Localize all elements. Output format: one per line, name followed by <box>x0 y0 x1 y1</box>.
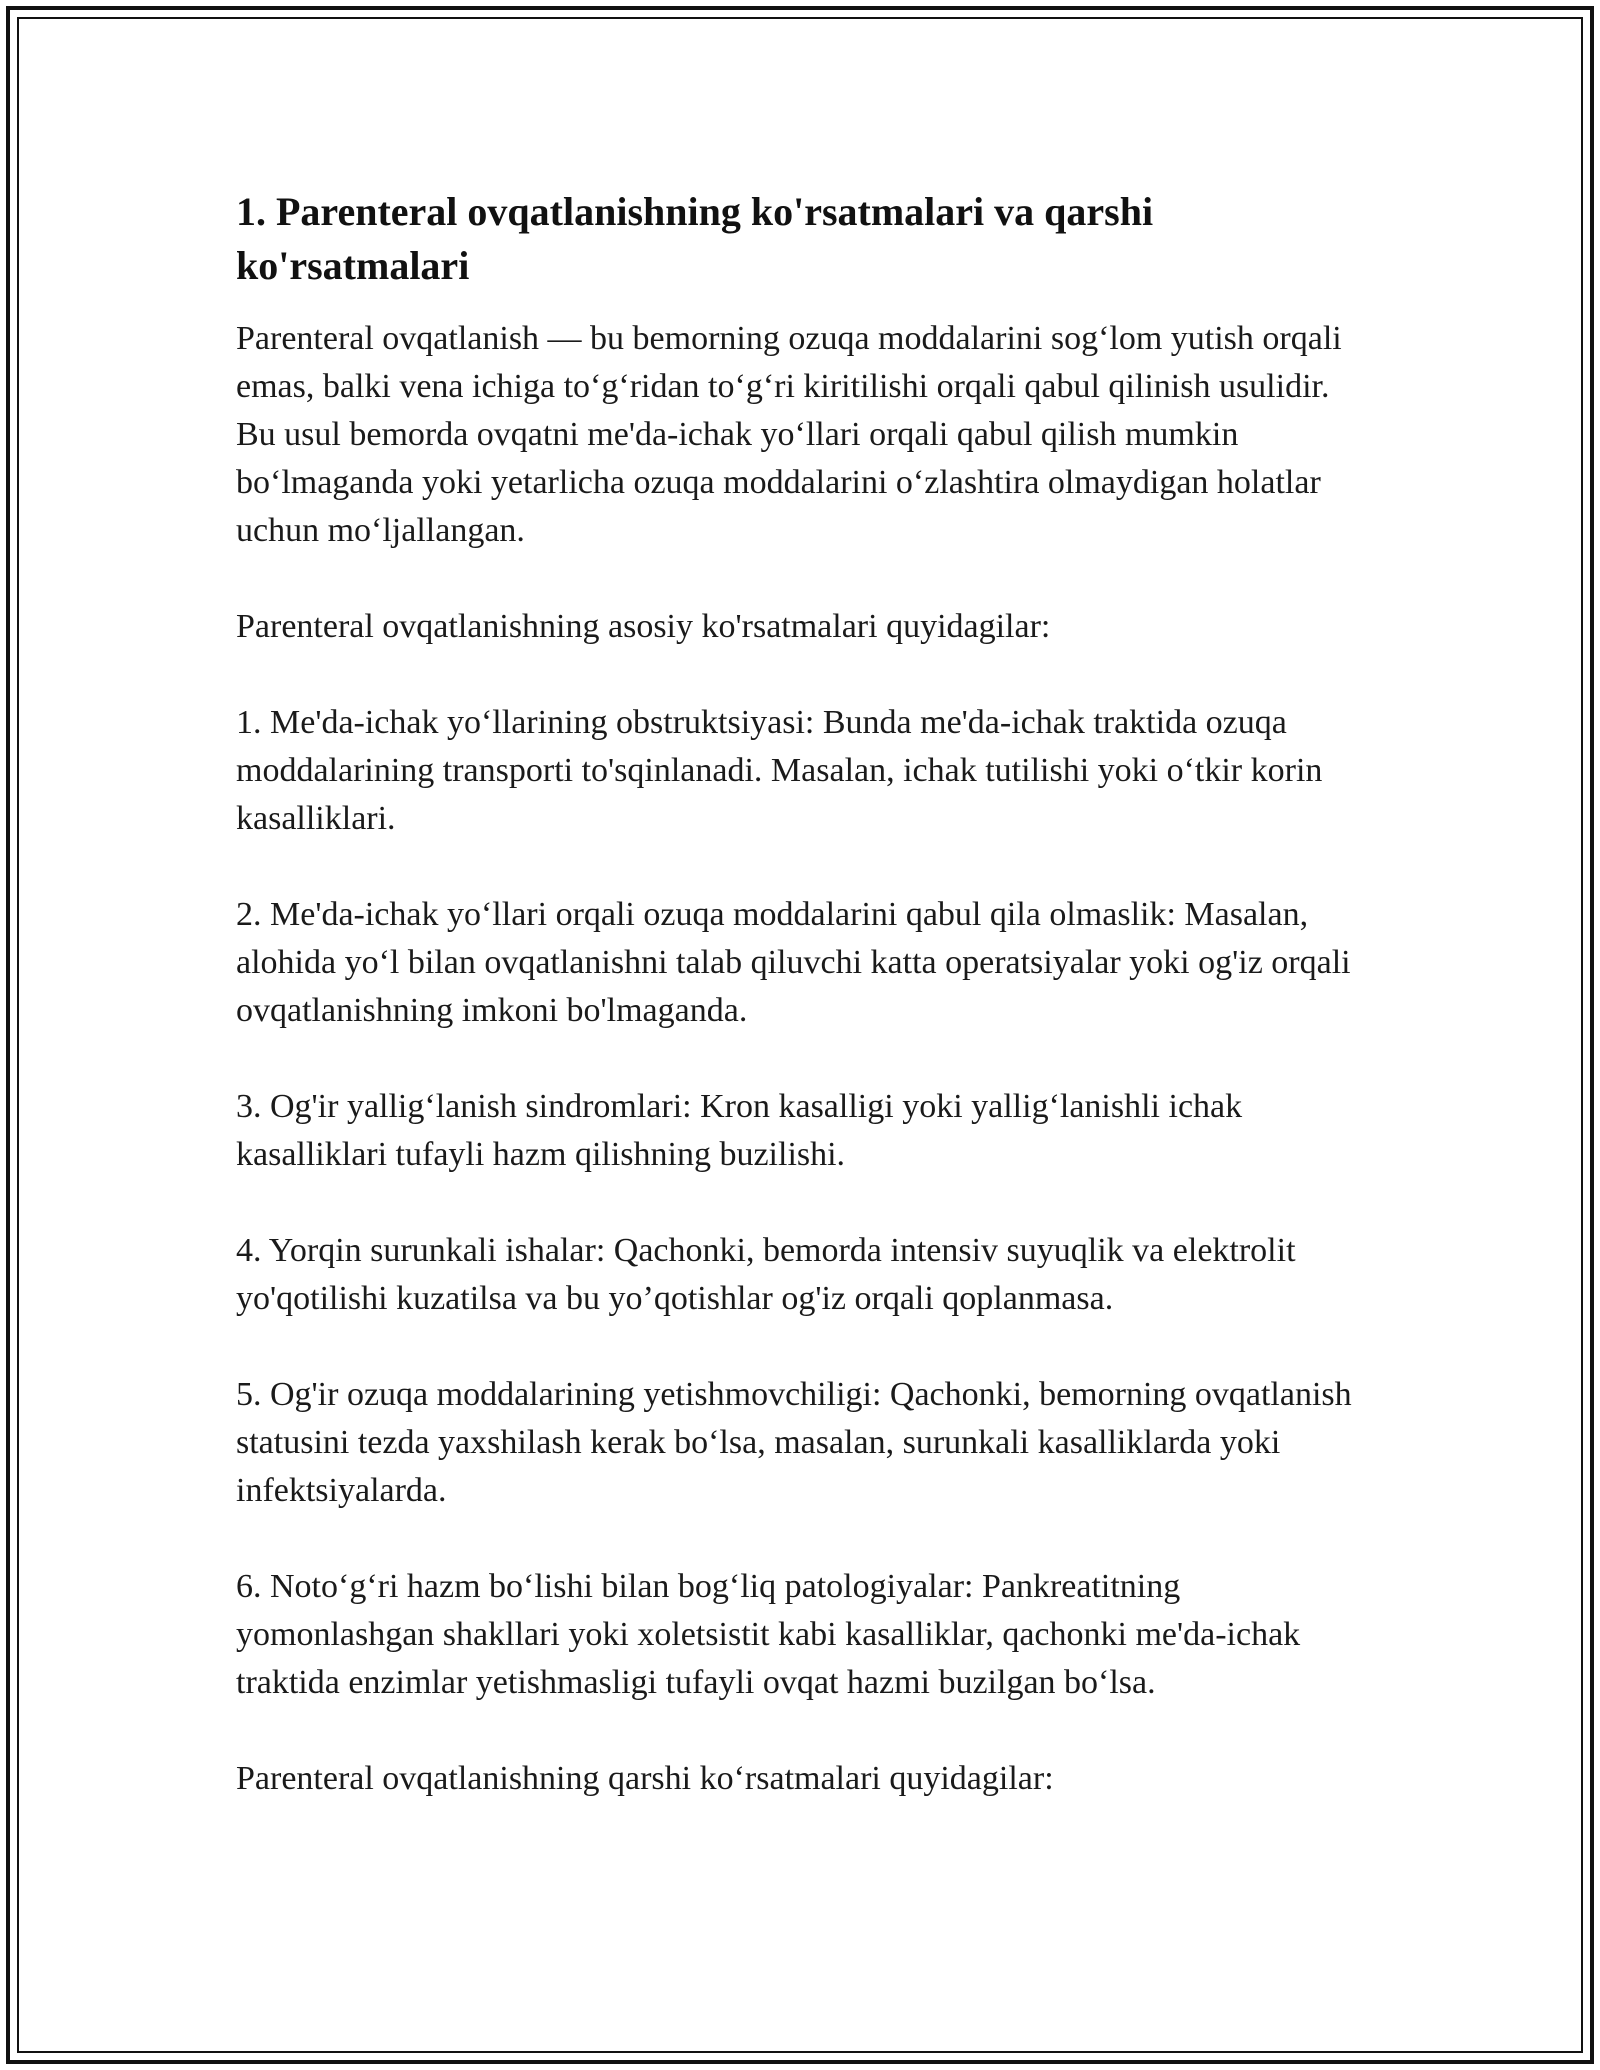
indication-item-6: 6. Noto‘g‘ri hazm bo‘lishi bilan bog‘liq patologiyalar: Pankreatitning yomonlashgan shakllari yoki xoletsistit kabi kasalliklar, qachonki me'da-ichak traktida enzimlar yetishmasligi tufayli ovqat hazmi buzilgan bo‘lsa. <box>236 1568 1301 1701</box>
indications-intro: Parenteral ovqatlanishning asosiy ko'rsatmalari quyidagilar: <box>236 608 1051 645</box>
contraindications-intro: Parenteral ovqatlanishning qarshi ko‘rsatmalari quyidagilar: <box>236 1760 1054 1797</box>
indication-item-1: 1. Me'da-ichak yo‘llarining obstruktsiyasi: Bunda me'da-ichak traktida ozuqa moddalarining transporti to'sqinlanadi. Masalan, ichak tutilishi yoki o‘tkir korin kasalliklari. <box>236 704 1323 837</box>
intro-paragraph: Parenteral ovqatlanish — bu bemorning ozuqa moddalarini sog‘lom yutish orqali emas, balki vena ichiga to‘g‘ridan to‘g‘ri kiritilishi orqali qabul qilinish usulidir. Bu usul bemorda ovqatni me'da-ichak yo‘llari orqali qabul qilish mumkin bo‘lmaganda yoki yetarlicha ozuqa moddalarini o‘zlashtira olmaydigan holatlar uchun mo‘ljallangan. <box>236 320 1342 549</box>
indication-item-4: 4. Yorqin surunkali ishalar: Qachonki, bemorda intensiv suyuqlik va elektrolit yo'qotilishi kuzatilsa va bu yo’qotishlar og'iz orqali qoplanmasa. <box>236 1232 1296 1317</box>
indication-item-5: 5. Og'ir ozuqa moddalarining yetishmovchiligi: Qachonki, bemorning ovqatlanish statusini tezda yaxshilash kerak bo‘lsa, masalan, surunkali kasalliklarda yoki infektsiyalarda. <box>236 1376 1352 1509</box>
section-heading: 1. Parenteral ovqatlanishning ko'rsatmalari va qarshi ko'rsatmalari <box>236 189 1154 288</box>
document-body <box>236 185 1356 1851</box>
indication-item-2: 2. Me'da-ichak yo‘llari orqali ozuqa moddalarini qabul qila olmaslik: Masalan, alohida yo‘l bilan ovqatlanishni talab qiluvchi katta operatsiyalar yoki og'iz orqali ovqatlanishning imkoni bo'lmaganda. <box>236 896 1351 1029</box>
indication-item-3: 3. Og'ir yallig‘lanish sindromlari: Kron kasalligi yoki yallig‘lanishli ichak kasalliklari tufayli hazm qilishning buzilishi. <box>236 1088 1243 1173</box>
